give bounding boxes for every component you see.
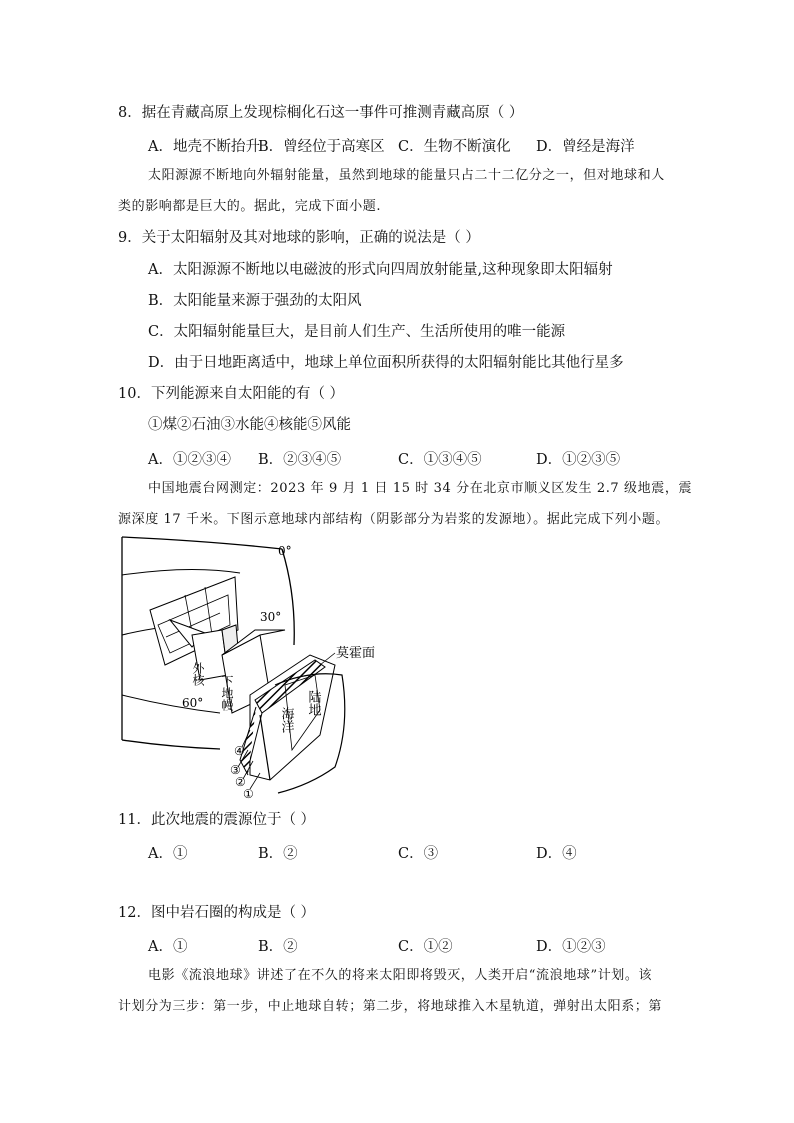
label-moho: 莫霍面 [336,646,376,661]
q10-option-c: C．①③④⑤ [398,452,482,468]
material1-line2: 类的影响都是巨大的。据此，完成下面小题. [118,199,382,214]
q11-option-b: B．② [258,846,298,862]
material3-line2: 计划分为三步：第一步，中止地球自转；第二步，将地球推入木星轨道，弹射出太阳系；第 [118,999,663,1014]
material1-line1: 太阳源源不断地向外辐射能量，虽然到地球的能量只占二十二亿分之一，但对地球和人 [148,168,665,183]
q9-option-b: B．太阳能量来源于强劲的太阳风 [148,293,362,309]
earth-interior-figure [110,535,376,801]
q11-option-d: D．④ [536,846,577,862]
label-deg0: 0° [278,544,292,558]
material2-line1: 中国地震台网测定：2023 年 9 月 1 日 15 时 34 分在北京市顺义区发生 2.7 级地震，震 [148,481,693,496]
q10-option-a: A．①②③④ [148,452,231,468]
q8-option-c: C．生物不断演化 [398,139,511,155]
q12-option-b: B．② [258,939,298,955]
q11-option-a: A．① [148,846,188,862]
label-num1: ① [243,787,254,801]
q10-option-b: B．②③④⑤ [258,452,342,468]
q8-stem: 8．据在青藏高原上发现棕榈化石这一事件可推测青藏高原（ ） [118,105,524,121]
label-land: 陆地 [305,690,321,716]
q11-option-c: C．③ [398,846,439,862]
q10-option-d: D．①②③⑤ [536,452,621,468]
q9-option-c: C．太阳辐射能量巨大，是目前人们生产、生活所使用的唯一能源 [148,324,566,340]
q10-stem: 10．下列能源来自太阳能的有（ ） [118,386,345,402]
label-lower-mantle: 下地幔 [220,675,234,711]
q12-stem: 12．图中岩石圈的构成是（ ） [118,905,316,921]
q12-option-d: D．①②③ [536,939,606,955]
label-deg60: 60° [182,696,204,710]
label-num2: ② [235,775,246,789]
label-num4: ④ [234,744,245,758]
q10-items: ①煤②石油③水能④核能⑤风能 [148,417,351,433]
q12-option-a: A．① [148,939,188,955]
q9-option-d: D．由于日地距离适中，地球上单位面积所获得的太阳辐射能比其他行星多 [148,355,624,371]
label-deg30: 30° [260,610,282,624]
label-num3: ③ [230,763,241,777]
q8-option-d: D．曾经是海洋 [536,139,635,155]
q9-option-a: A．太阳源源不断地以电磁波的形式向四周放射能量,这种现象即太阳辐射 [148,262,613,278]
q11-stem: 11．此次地震的震源位于（ ） [118,812,316,828]
material3-line1: 电影《流浪地球》讲述了在不久的将来太阳即将毁灭，人类开启“流浪地球”计划。该 [148,968,653,983]
label-ocean: 海洋 [278,707,294,733]
material2-line2: 源深度 17 千米。下图示意地球内部结构（阴影部分为岩浆的发源地）。据此完成下列小题。 [118,512,670,527]
q8-option-a: A．地壳不断抬升 [148,139,260,155]
label-outer-core: 外核 [191,662,205,686]
q9-stem: 9．关于太阳辐射及其对地球的影响，正确的说法是（ ） [118,230,480,246]
q12-option-c: C．①② [398,939,453,955]
q8-option-b: B．曾经位于高寒区 [258,139,385,155]
